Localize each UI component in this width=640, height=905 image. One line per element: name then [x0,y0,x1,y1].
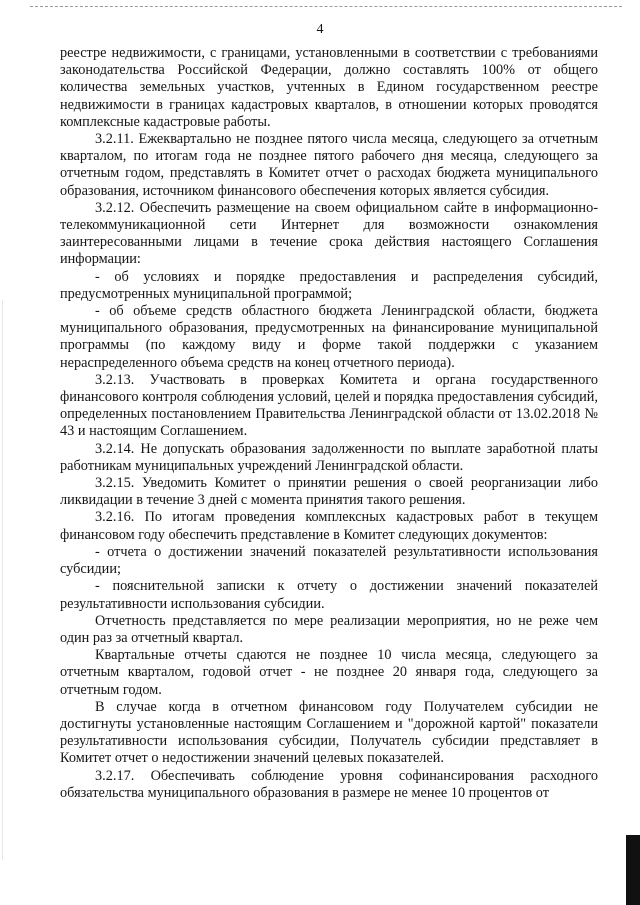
paragraph-report-deadlines: Квартальные отчеты сдаются не позднее 10 числа месяца, следующего за отчетным кварталом, годовой отчет - не позднее 20 января года, следующего за отчетным годом. [60,647,598,698]
scan-corner-shadow [626,835,640,905]
scan-top-edge [30,6,622,7]
paragraph-targets-not-achieved: В случае когда в отчетном финансовом году Получателем субсидии не достигнуты установленные настоящим Соглашением и "дорожной картой" показатели результативности использования субсидии, Получатель субсидии представляет в Комитет отчет о недостижении значений целевых показателей. [60,698,598,767]
paragraph-3-2-17: 3.2.17. Обеспечивать соблюдение уровня софинансирования расходного обязательства муниципального образования в размере не менее 10 процентов от [60,767,598,801]
paragraph-3-2-13: 3.2.13. Участвовать в проверках Комитета и органа государственного финансового контроля соблюдения условий, целей и порядка предоставления субсидий, определенных постановлением Правительства Ленинградской области от 13.02.2018 № 43 и настоящим Соглашением. [60,371,598,440]
paragraph-3-2-14: 3.2.14. Не допускать образования задолженности по выплате заработной платы работникам муниципальных учреждений Ленинградской области. [60,440,598,474]
paragraph-reporting-frequency: Отчетность представляется по мере реализации мероприятия, но не реже чем один раз за отчетный квартал. [60,612,598,646]
scan-left-edge [2,300,3,860]
list-item-performance-report: - отчета о достижении значений показателей результативности использования субсидии; [60,543,598,578]
paragraph-3-2-11: 3.2.11. Ежеквартально не позднее пятого числа месяца, следующего за отчетным кварталом, по итогам года не позднее пятого рабочего дня месяца, следующего за отчетным годом, представлять в Комитет отчет о расходах бюджета муниципального образования, источником финансового обеспечения которых является субсидия. [60,131,598,199]
list-item-subsidy-conditions: - об условиях и порядке предоставления и распределения субсидий, предусмотренных муниципальной программой; [60,268,598,302]
page-number: 4 [316,22,324,37]
paragraph-3-2-15: 3.2.15. Уведомить Комитет о принятии решения о своей реорганизации либо ликвидации в течение 3 дней с момента принятия такого решения. [60,475,598,509]
paragraph-3-2-12: 3.2.12. Обеспечить размещение на своем официальном сайте в информационно-телекоммуникационной сети Интернет для возможности ознакомления заинтересованными лицами в течение срока действия настоящего Соглашения информации: [60,199,598,268]
list-item-explanatory-note: - пояснительной записки к отчету о достижении значений показателей результативности использования субсидии. [60,578,598,612]
list-item-budget-volume: - об объеме средств областного бюджета Ленинградской области, бюджета муниципального образования, предусмотренных на финансирование муниципальной программы (по каждому виду и форме такой поддержки с указанием нераспределенного объема средств на конец отчетного периода). [60,303,598,371]
paragraph-registry-continuation: реестре недвижимости, с границами, установленными в соответствии с требованиями законодательства Российской Федерации, должно составлять 100% от общего количества земельных участков, учтенных в Едином государственном реестре недвижимости в границах кадастровых кварталов, в отношении которых проводятся комплексные кадастровые работы. [60,45,598,130]
paragraph-3-2-16: 3.2.16. По итогам проведения комплексных кадастровых работ в текущем финансовом году обеспечить представление в Комитет следующих документов: [60,509,598,543]
document-body [60,45,598,802]
